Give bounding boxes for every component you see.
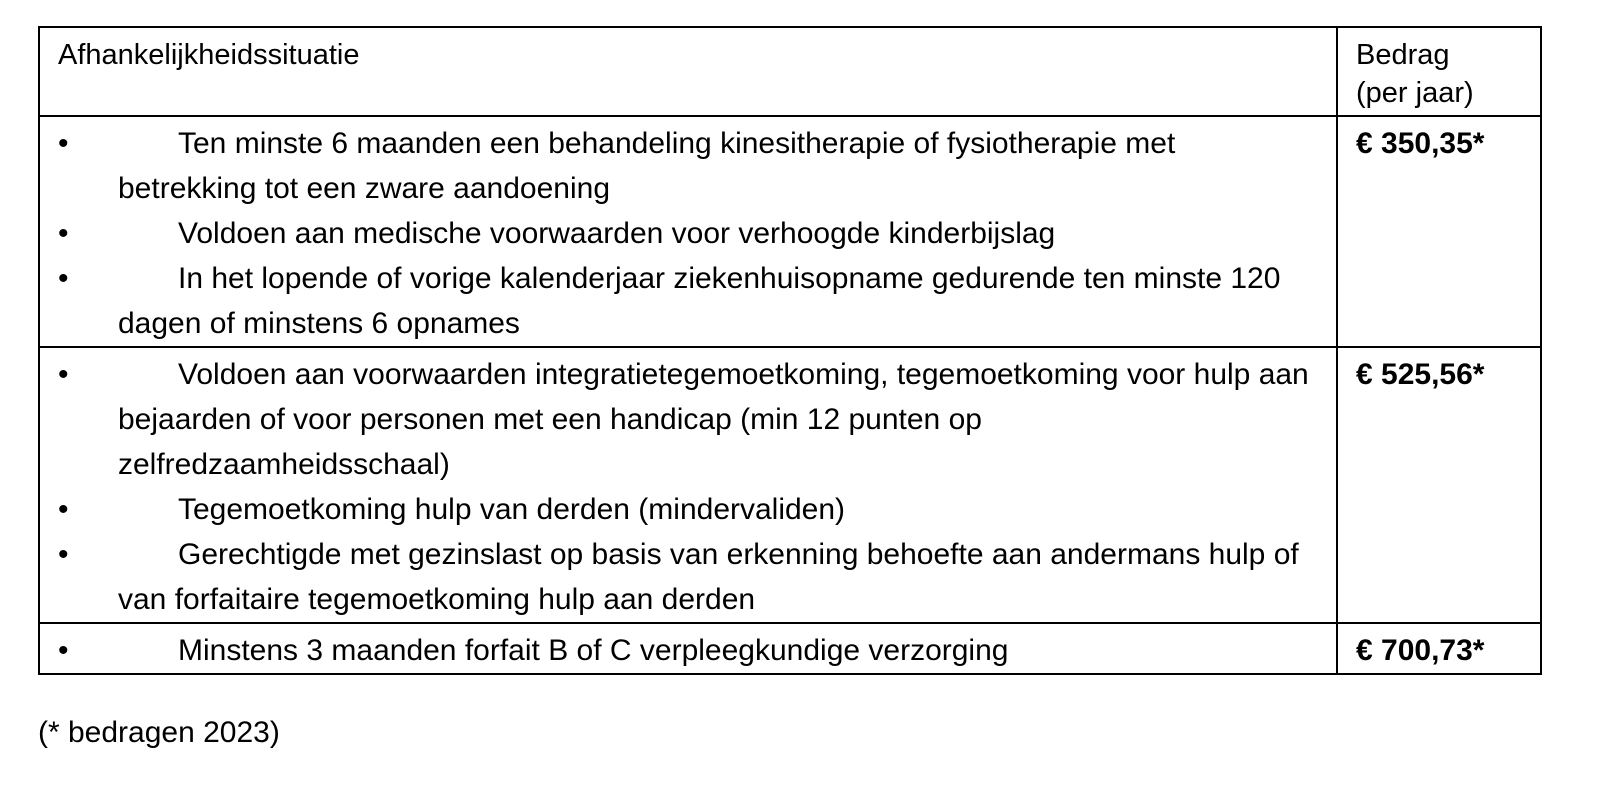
- header-amount-line1: Bedrag: [1356, 39, 1450, 71]
- table-row: [39, 623, 1541, 674]
- criteria-list: [58, 352, 1316, 622]
- list-item: [58, 487, 1316, 532]
- list-item: [58, 628, 1316, 673]
- bullet-icon: •: [58, 538, 69, 571]
- criterion-text: In het lopende of vorige kalenderjaar ziekenhuisopname gedurende ten minste 120 dagen of minstens 6 opnames: [118, 262, 1281, 340]
- list-item: [58, 121, 1316, 211]
- criteria-cell: [39, 347, 1337, 623]
- amount-cell: € 525,56*: [1337, 347, 1541, 623]
- amount-cell: € 700,73*: [1337, 623, 1541, 674]
- list-item: [58, 532, 1316, 622]
- bullet-icon: •: [58, 634, 69, 667]
- criteria-cell: [39, 116, 1337, 347]
- bullet-icon: •: [58, 358, 69, 391]
- criteria-list: [58, 121, 1316, 346]
- criterion-text: Tegemoetkoming hulp van derden (mindervaliden): [178, 493, 846, 526]
- bullet-icon: •: [58, 127, 69, 160]
- criteria-list: [58, 628, 1316, 673]
- table-row: [39, 347, 1541, 623]
- header-amount-line2: (per jaar): [1356, 77, 1474, 109]
- criterion-text: Minstens 3 maanden forfait B of C verpleegkundige verzorging: [178, 634, 1009, 667]
- amount-cell: € 350,35*: [1337, 116, 1541, 347]
- table-header-row: [39, 27, 1541, 116]
- list-item: [58, 256, 1316, 346]
- criterion-text: Ten minste 6 maanden een behandeling kinesitherapie of fysiotherapie met betrekking tot een zware aandoening: [118, 127, 1176, 205]
- list-item: [58, 211, 1316, 256]
- criterion-text: Voldoen aan voorwaarden integratietegemoetkoming, tegemoetkoming voor hulp aan bejaarden of voor personen met een handicap (min 12 punten op zelfredzaamheidsschaal): [118, 358, 1309, 481]
- table-row: [39, 116, 1541, 347]
- footnote: (* bedragen 2023): [38, 716, 280, 749]
- criterion-text: Voldoen aan medische voorwaarden voor verhoogde kinderbijslag: [178, 217, 1056, 250]
- bullet-icon: •: [58, 493, 69, 526]
- dependency-amounts-table: [38, 26, 1542, 675]
- bullet-icon: •: [58, 262, 69, 295]
- header-amount: [1337, 27, 1541, 116]
- list-item: [58, 352, 1316, 487]
- bullet-icon: •: [58, 217, 69, 250]
- criterion-text: Gerechtigde met gezinslast op basis van erkenning behoefte aan andermans hulp of van forfaitaire tegemoetkoming hulp aan derden: [118, 538, 1299, 616]
- header-situation: Afhankelijkheidssituatie: [39, 27, 1337, 116]
- criteria-cell: [39, 623, 1337, 674]
